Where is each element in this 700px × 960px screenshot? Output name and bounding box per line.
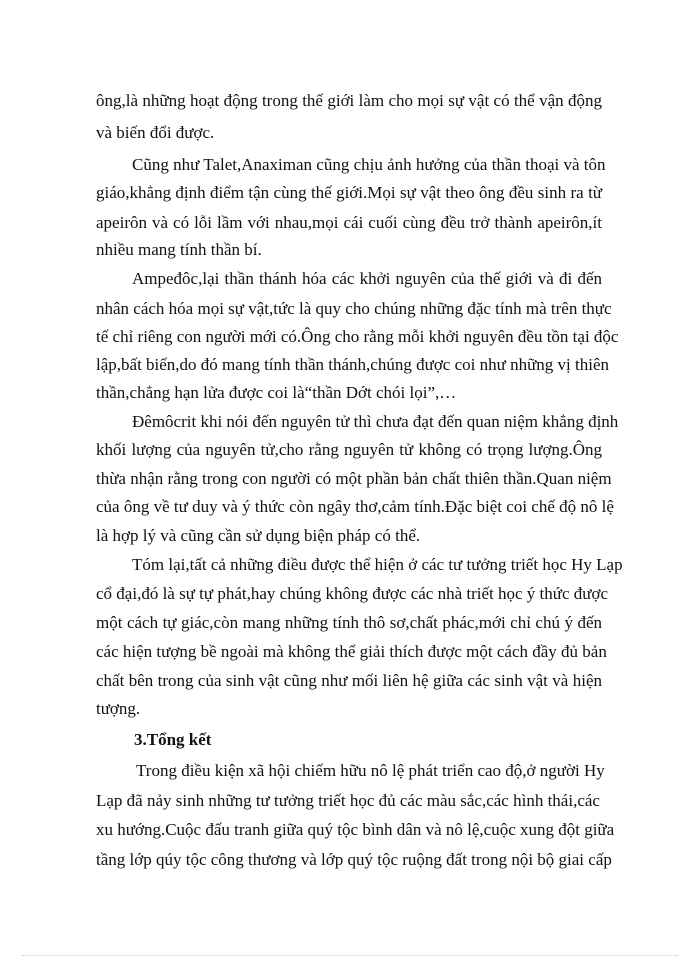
paragraph-5-line-2: cổ đại,đó là sự tự phát,hay chúng không được các nhà triết học ý thức được bbox=[96, 584, 609, 603]
page-bottom-divider bbox=[22, 955, 678, 956]
paragraph-1-line-2: và biến đổi được. bbox=[96, 123, 215, 142]
closing-line-2: Lạp đã nảy sinh những tư tưởng triết học đủ các màu sắc,các hình thái,các bbox=[96, 791, 600, 810]
paragraph-5-line-4: các hiện tượng bề ngoài mà không thể giải thích được một cách đầy đủ bản bbox=[96, 642, 607, 661]
paragraph-5-line-3: một cách tự giác,còn mang những tính thô sơ,chất phác,mới chỉ chú ý đến bbox=[96, 613, 602, 632]
paragraph-5-line-5: chất bên trong của sinh vật cũng như mối liên hệ giữa các sinh vật và hiện bbox=[96, 671, 602, 690]
paragraph-3-line-1: Ampeđôc,lại thần thánh hóa các khởi nguyên của thế giới và đi đến bbox=[132, 269, 602, 288]
paragraph-3-line-4: lập,bất biến,do đó mang tính thần thánh,chúng được coi như những vị thiên bbox=[96, 355, 610, 374]
paragraph-4-line-2: khối lượng của nguyên tử,cho rằng nguyên tử không có trọng lượng.Ông bbox=[96, 440, 602, 459]
paragraph-4-line-3: thừa nhận rằng trong con người có một phần bản chất thiên thần.Quan niệm bbox=[96, 469, 612, 488]
paragraph-2-line-3: apeirôn và có lỗi lầm với nhau,mọi cái cuối cùng đều trở thành apeirôn,ít bbox=[96, 213, 602, 232]
paragraph-3-line-5: thần,chẳng hạn lửa được coi là“thần Dớt chói lọi”,… bbox=[96, 383, 457, 402]
closing-line-4: tầng lớp qúy tộc công thương và lớp quý tộc ruộng đất trong nội bộ giai cấp bbox=[96, 850, 612, 869]
paragraph-4-line-5: là hợp lý và cũng cần sử dụng biện pháp có thể. bbox=[96, 526, 421, 545]
paragraph-4-line-4: của ông về tư duy và ý thức còn ngây thơ,cảm tính.Đặc biệt coi chế độ nô lệ bbox=[96, 497, 614, 516]
paragraph-2-line-2: giáo,khẳng định điểm tận cùng thế giới.Mọi sự vật theo ông đều sinh ra từ bbox=[96, 183, 602, 202]
paragraph-5-line-6: tượng. bbox=[96, 699, 141, 718]
closing-line-1: Trong điều kiện xã hội chiếm hữu nô lệ phát triển cao độ,ở người Hy bbox=[136, 761, 605, 780]
closing-line-3: xu hướng.Cuộc đấu tranh giữa quý tộc bình dân và nô lệ,cuộc xung đột giữa bbox=[96, 820, 615, 839]
paragraph-2-line-1: Cũng như Talet,Anaximan cũng chịu ảnh hưởng của thần thoại và tôn bbox=[132, 155, 606, 174]
paragraph-1-line-1: ông,là những hoạt động trong thế giới làm cho mọi sự vật có thể vận động bbox=[96, 91, 602, 110]
section-heading: 3.Tổng kết bbox=[134, 730, 212, 749]
paragraph-4-line-1: Đêmôcrit khi nói đến nguyên tử thì chưa đạt đến quan niệm khẳng định bbox=[132, 412, 619, 431]
paragraph-3-line-3: tế chỉ riêng con người mới có.Ông cho rằng mỗi khởi nguyên đều tồn tại độc bbox=[96, 327, 619, 346]
paragraph-5-line-1: Tóm lại,tất cả những điều được thể hiện ở các tư tưởng triết học Hy Lạp bbox=[132, 555, 623, 574]
paragraph-2-line-4: nhiều mang tính thần bí. bbox=[96, 240, 262, 259]
paragraph-3-line-2: nhân cách hóa mọi sự vật,tức là quy cho chúng những đặc tính mà trên thực bbox=[96, 299, 612, 318]
